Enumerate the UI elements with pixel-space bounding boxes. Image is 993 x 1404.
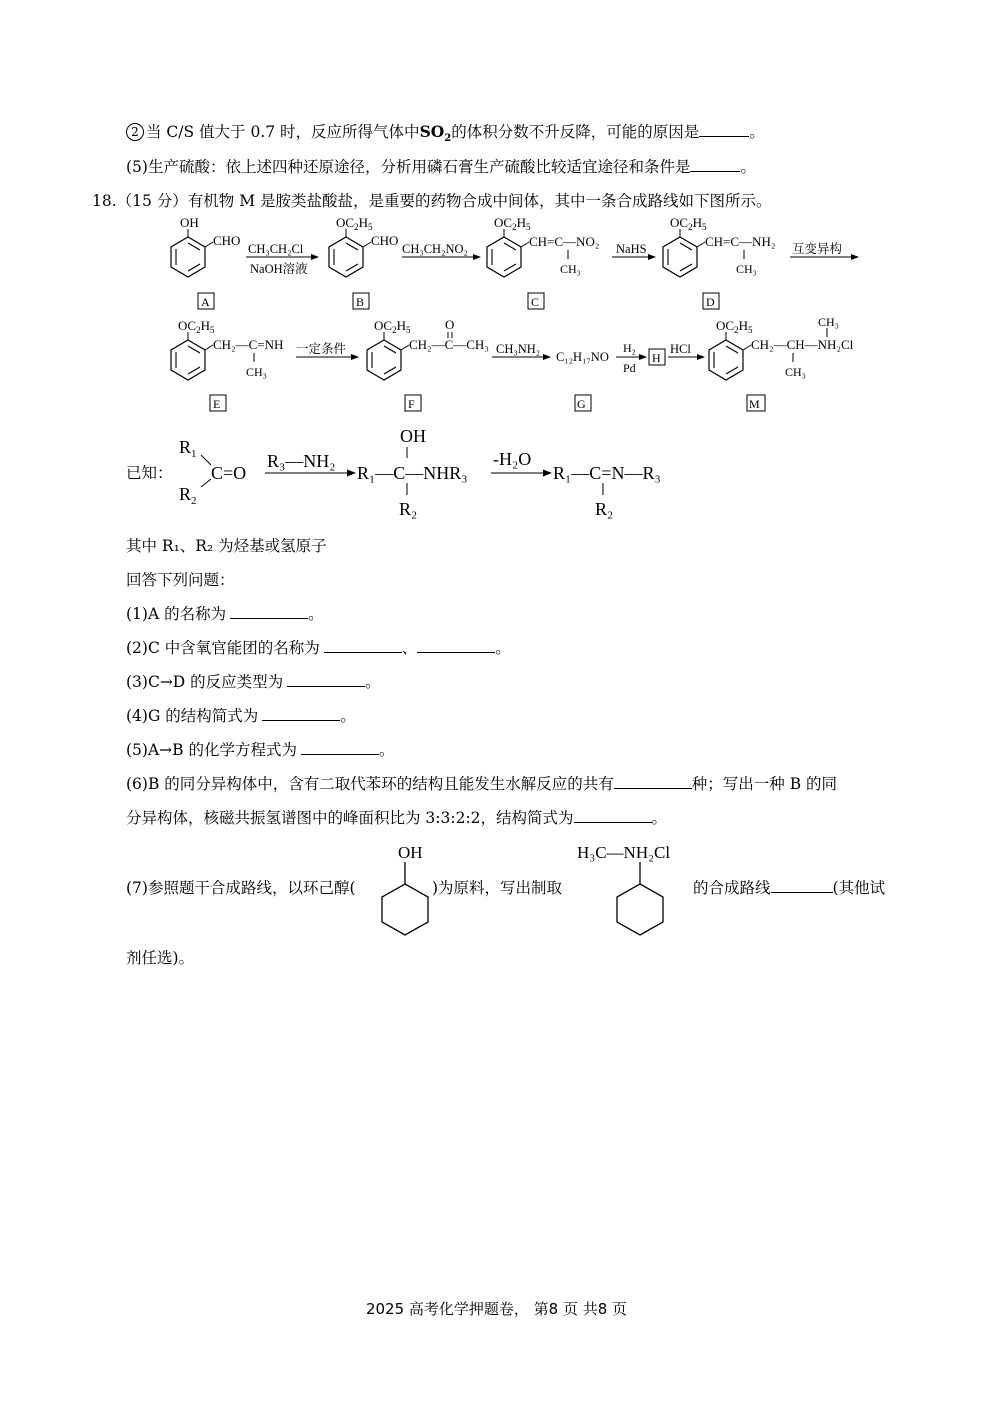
q17-item5: (5)生产硫酸：依上述四种还原途径，分析用磷石膏生产硫酸比较适宜途径和条件是 。 [126,158,756,176]
svg-text:CH₃: CH₃ [736,262,757,276]
compound-c [487,215,599,277]
label-a: A [201,295,210,309]
answer-blank[interactable] [287,672,365,687]
q18-3: (3)C→D 的反应类型为 。 [126,673,381,691]
compound-g: C₁₂H₁₇NO [556,350,609,364]
svg-text:CH₃: CH₃ [246,365,267,379]
svg-text:OC2H5: $OC_2H_5$ [374,318,411,335]
q18-5: (5)A→B 的化学方程式为 。 [126,741,395,759]
svg-text:R₂: R₂ [399,499,418,519]
answer-blank[interactable] [324,638,402,653]
compound-m [709,315,854,380]
q18-intro: 18.（15 分）有机物 M 是胺类盐酸盐，是重要的药物合成中间体，其中一条合成路线如下图所示。 [92,192,772,210]
known-label: 已知： [126,464,173,482]
label-e: E [213,397,221,411]
svg-text:OH: OH [180,215,199,230]
svg-text:H: H [652,351,661,365]
synthesis-route-diagram [150,215,870,415]
answer-blank[interactable] [230,604,308,619]
svg-text:OC2H5: $OC_2H_5$ [336,215,373,232]
svg-text:R2: $R_2$ [179,484,197,507]
q18-7-mid: )为原料，写出制取 [432,879,563,897]
label-b: B [356,295,365,309]
svg-text:OH: OH [398,843,423,862]
svg-text:OC2H5: $OC_2H_5$ [670,215,707,232]
answer-blank[interactable] [699,122,749,137]
compound-a [171,215,240,277]
svg-text:CH₃CH₂Cl: CH₃CH₂Cl [248,242,304,256]
svg-text:NaOH溶液: NaOH溶液 [250,262,308,276]
answer-blank[interactable] [574,808,652,823]
svg-text:CH₃: CH₃ [818,315,839,329]
svg-text:CH₃NH₂: CH₃NH₂ [496,342,541,356]
page-footer: 2025 高考化学押题卷， 第8 页 共8 页 [365,1300,628,1318]
svg-text:CH₂—CH—NH₂Cl: CH₂—CH—NH₂Cl [751,337,854,352]
q18-7-line1: (7)参照题干合成路线，以环己醇( [126,879,356,897]
answer-blank[interactable] [301,740,379,755]
svg-text:一定条件: 一定条件 [296,342,347,356]
svg-text:R1: $R_1$ [179,437,197,460]
svg-text:CH₃CH₂NO₂: CH₃CH₂NO₂ [402,242,468,256]
compound-f [367,317,489,380]
q18-7-end: 的合成路线 (其他试 [693,879,886,897]
q18-1: (1)A 的名称为 。 [126,605,324,623]
svg-text:CH₃: CH₃ [785,365,806,379]
svg-text:OC2H5: $OC_2H_5$ [716,318,753,335]
known-reaction-diagram [175,425,715,525]
svg-text:-H₂O: -H₂O [493,449,532,469]
q17-item2: 2 当 C/S 值大于 0.7 时，反应所得气体中$SO_2$的体积分数不升反降，可能的原因是 。 [126,121,765,150]
svg-text:CHO: CHO [213,233,241,248]
answer-blank[interactable] [690,157,740,172]
q18-6-line1: (6)B 的同分异构体中，含有二取代苯环的结构且能发生水解反应的共有 种；写出一种 B 的同 [126,775,838,793]
answer-blank[interactable] [262,706,340,721]
target-product-structure [575,838,695,938]
q18-4: (4)G 的结构简式为 。 [126,707,356,725]
compound-d [663,215,775,277]
svg-text:H₃C—NH₂Cl: H₃C—NH₂Cl [577,843,671,862]
label-f: F [408,397,415,411]
svg-text:CH₂—C—CH₃: CH₂—C—CH₃ [409,337,489,352]
answer-prompt: 回答下列问题： [126,571,235,589]
svg-text:CH₃: CH₃ [560,262,581,276]
svg-text:CH₂—C=NH: CH₂—C=NH [213,337,284,352]
svg-text:R₃—NH₂: R₃—NH₂ [267,451,336,471]
svg-text:OC2H5: $OC_2H_5$ [178,318,215,335]
svg-text:CH=C—NO₂: CH=C—NO₂ [529,234,600,249]
svg-text:C=O: C=O [211,463,247,483]
svg-text:互变异构: 互变异构 [792,242,843,256]
label-d: D [706,295,715,309]
q18-6-line2: 分异构体，核磁共振氢谱图中的峰面积比为 3:3:2:2，结构简式为 。 [126,809,668,827]
svg-text:R₂: R₂ [595,499,614,519]
svg-text:R₁—C=N—R₃: R₁—C=N—R₃ [553,463,661,483]
svg-text:OH: OH [400,426,426,446]
label-g: G [577,397,586,411]
note: 其中 R₁、R₂ 为烃基或氢原子 [126,537,327,555]
compound-e [171,318,283,380]
circled-number: 2 [126,123,144,141]
answer-blank[interactable] [614,774,692,789]
answer-blank[interactable] [771,878,833,893]
q18-7-line2: 剂任选)。 [126,949,195,967]
svg-text:NaHS: NaHS [616,242,647,256]
svg-text:Pd: Pd [623,361,636,375]
compound-b [329,215,398,277]
svg-text:O: O [445,317,455,332]
svg-text:CHO: CHO [371,233,399,248]
svg-text:CH=C—NH₂: CH=C—NH₂ [705,234,776,249]
q18-2: (2)C 中含氧官能团的名称为 、 。 [126,639,511,657]
answer-blank[interactable] [417,638,495,653]
svg-text:OC2H5: $OC_2H_5$ [494,215,531,232]
svg-text:R₁—C—NHR₃: R₁—C—NHR₃ [357,463,468,483]
svg-text:H₂: H₂ [623,341,636,355]
svg-text:HCl: HCl [670,342,691,356]
label-c: C [531,295,540,309]
label-m: M [749,397,760,411]
